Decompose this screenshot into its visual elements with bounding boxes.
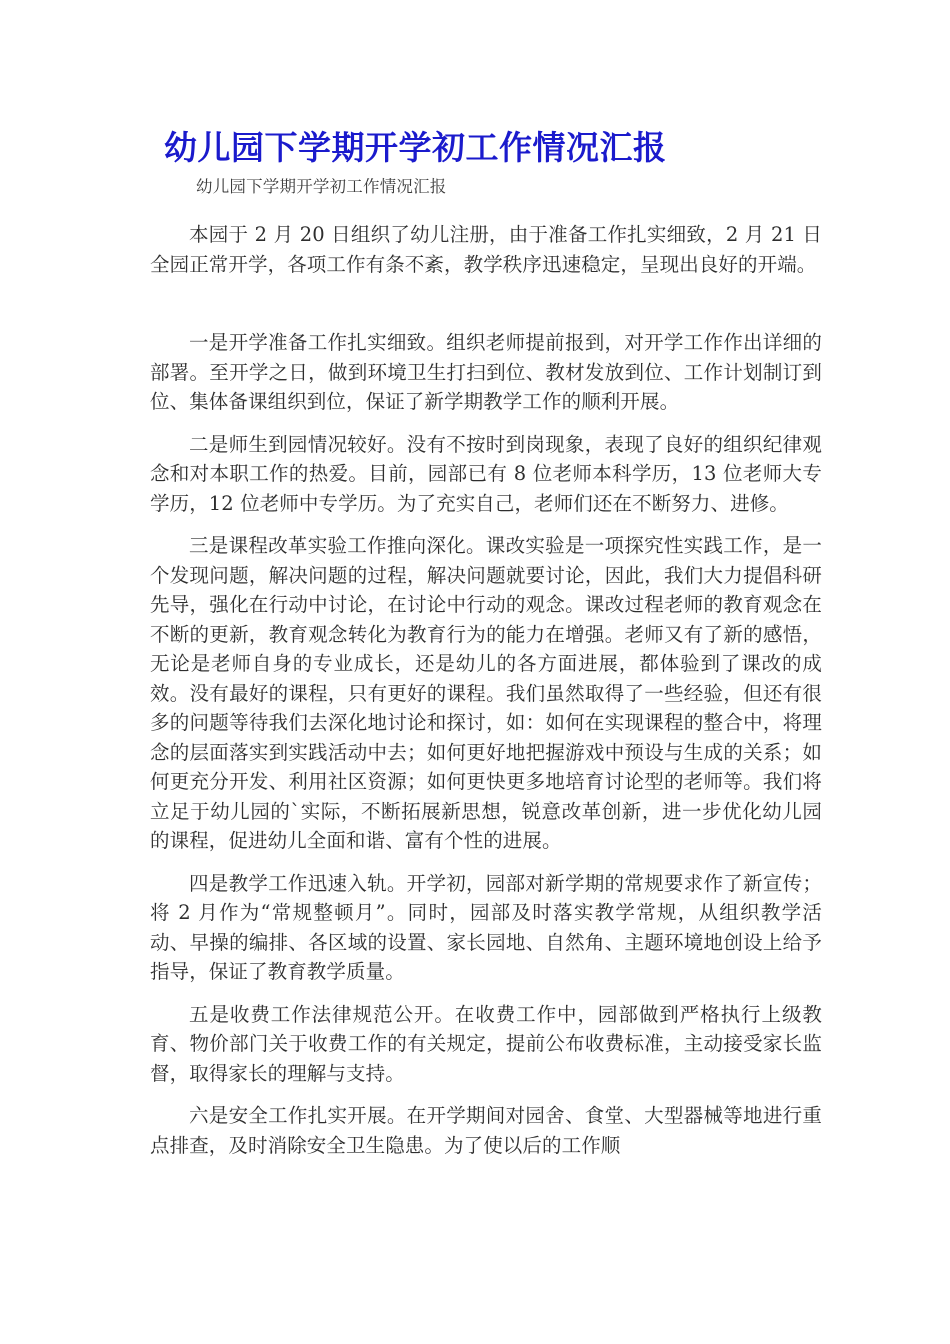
paragraph-item-one: 一是开学准备工作扎实细致。组织老师提前报到，对开学工作作出详细的部署。至开学之日，做到环境卫生打扫到位、教材发放到位、工作计划制订到位、集体备课组织到位，保证了新学期教学工作的顺利开展。: [150, 331, 822, 413]
document-content: [150, 128, 822, 1160]
paragraph-item-four: 四是教学工作迅速入轨。开学初，园部对新学期的常规要求作了新宣传；将 2 月作为“常规整顿月”。同时，园部及时落实教学常规，从组织教学活动、早操的编排、各区域的设置、家长园地、自然角、主题环境地创设上给予指导，保证了教育教学质量。: [150, 871, 822, 983]
paragraph-item-six: 六是安全工作扎实开展。在开学期间对园舍、食堂、大型器械等地进行重点排查，及时消除安全卫生隐患。为了使以后的工作顺: [150, 1104, 822, 1157]
paragraph-item-three: 三是课程改革实验工作推向深化。课改实验是一项探究性实践工作，是一个发现问题，解决问题的过程，解决问题就要讨论，因此，我们大力提倡科研先导，强化在行动中讨论，在讨论中行动的观念。课改过程老师的教育观念在不断的更新，教育观念转化为教育行为的能力在增强。老师又有了新的感悟，无论是老师自身的专业成长，还是幼儿的各方面进展，都体验到了课改的成效。没有最好的课程，只有更好的课程。我们虽然取得了一些经验，但还有很多的问题等待我们去深化地讨论和探讨，如：如何在实现课程的整合中，将理念的层面落实到实践活动中去；如何更好地把握游戏中预设与生成的关系；如何更充分开发、利用社区资源；如何更快更多地培育讨论型的老师等。我们将立足于幼儿园的`实际，不断拓展新思想，锐意改革创新，进一步优化幼儿园的课程，促进幼儿全面和谐、富有个性的进展。: [150, 534, 822, 852]
paragraph-intro: 本园于 2 月 20 日组织了幼儿注册，由于准备工作扎实细致，2 月 21 日全园正常开学，各项工作有条不紊，教学秩序迅速稳定，呈现出良好的开端。: [150, 223, 822, 276]
document-body: [150, 220, 822, 1160]
paragraph-item-five: 五是收费工作法律规范公开。在收费工作中，园部做到严格执行上级教育、物价部门关于收费工作的有关规定，提前公布收费标准，主动接受家长监督，取得家长的理解与支持。: [150, 1002, 822, 1085]
document-subtitle: 幼儿园下学期开学初工作情况汇报: [196, 177, 447, 197]
page-title: 幼儿园下学期开学初工作情况汇报: [164, 128, 667, 167]
paragraph-item-two: 二是师生到园情况较好。没有不按时到岗现象，表现了良好的组织纪律观念和对本职工作的热爱。目前，园部已有 8 位老师本科学历，13 位老师大专学历，12 位老师中专学历。为了充实自己，老师们还在不断努力、进修。: [150, 432, 822, 515]
